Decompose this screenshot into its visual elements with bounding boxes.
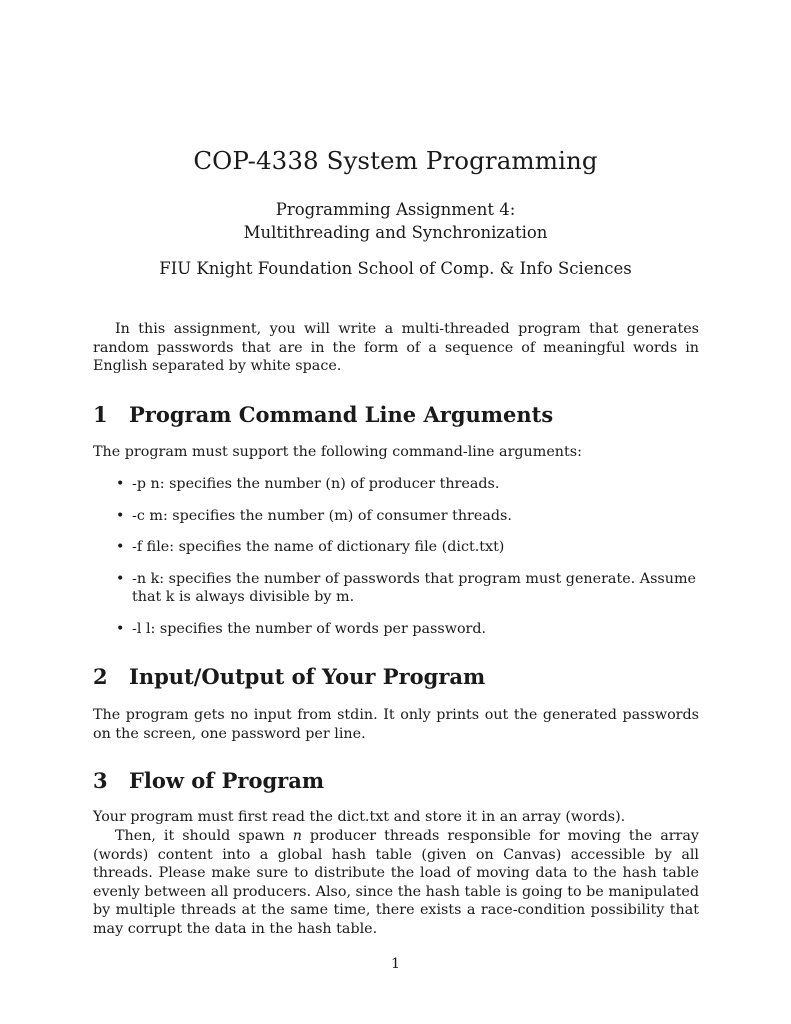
school-name: FIU Knight Foundation School of Comp. & Info Sciences [159, 259, 632, 278]
list-item: • -c m: specifies the number (m) of consumer threads. [116, 507, 512, 524]
bullet-icon: • [116, 570, 125, 587]
document-title: COP-4338 System Programming [193, 146, 598, 175]
bullet-icon: • [116, 476, 125, 492]
bullet-icon: • [116, 507, 125, 524]
page-number: 1 [390, 956, 401, 972]
section-3-heading [93, 768, 324, 793]
abstract-paragraph: In this assignment, you will write a multi-threaded program that generates random passwords that are in the form of a sequence of meaningful words in English separated by white space. [93, 321, 699, 374]
list-item: • -p n: specifies the number (n) of producer threads. [116, 476, 500, 492]
bullet-icon: • [116, 620, 125, 637]
section-number: 2 [93, 664, 108, 689]
assignment-topic: Multithreading and Synchronization [243, 223, 548, 242]
section-2-heading [93, 664, 485, 689]
section-title: Program Command Line Arguments [129, 402, 554, 427]
list-item: • -f file: specifies the name of dictionary file (dict.txt) [116, 539, 505, 555]
section-3-paragraph-1: Your program must first read the dict.txt and store it in an array (words). [93, 809, 626, 825]
section-number: 3 [93, 768, 108, 793]
section-title: Input/Output of Your Program [129, 664, 486, 689]
variable-n: n [292, 828, 302, 844]
section-number: 1 [93, 402, 108, 427]
section-3-paragraph-2: Then, it should spawn n producer threads responsible for moving the array (words) content into a global hash table (given on Canvas) accessible by all threads. Please make sure to distribute the load of moving data to the hash table evenly between all producers. Also, since the hash table is going to be manipulated by multiple threads at the same time, there exists a race-condition possibility that may corrupt the data in the hash table. [93, 828, 699, 937]
section-title: Flow of Program [129, 768, 325, 793]
bullet-icon: • [116, 539, 125, 555]
list-item: • -l l: specifies the number of words per password. [116, 620, 487, 637]
section-1-intro: The program must support the following command-line arguments: [93, 444, 582, 460]
assignment-number: Programming Assignment 4: [275, 200, 516, 219]
section-1-heading [93, 402, 553, 427]
list-item: • -n k: specifies the number of passwords that program must generate. Assume that k is always divisible by m. [116, 570, 696, 605]
section-2-body: The program gets no input from stdin. It only prints out the generated passwords on the screen, one password per line. [93, 707, 699, 742]
argument-list [116, 475, 699, 638]
